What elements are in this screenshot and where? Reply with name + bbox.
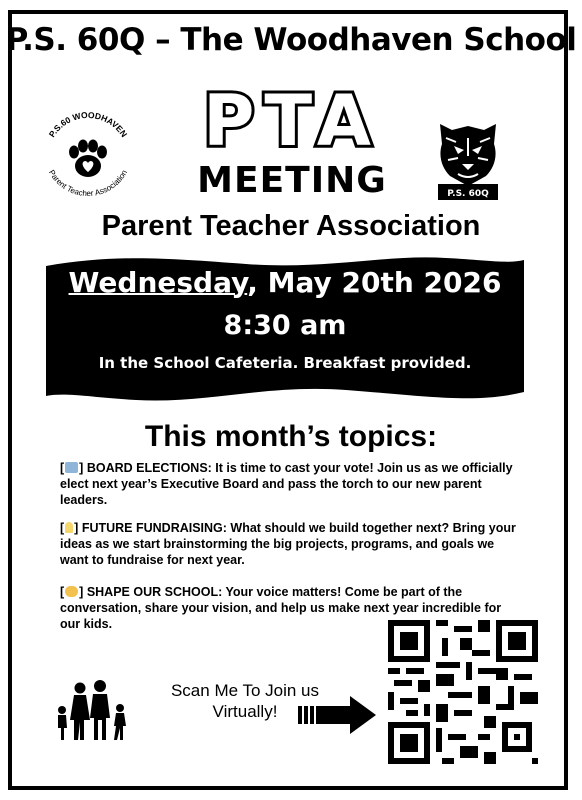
- topic-board-elections: [60, 460, 516, 508]
- ballot-box-icon: [65, 462, 78, 473]
- bracket-open: [: [60, 585, 65, 599]
- bracket-open: [: [60, 521, 65, 535]
- topics-heading: This month’s topics:: [144, 420, 438, 453]
- meeting-heading: MEETING: [197, 160, 387, 201]
- seal-text-top: P.S.60 WOODHAVEN: [46, 109, 130, 139]
- association-subtitle: Parent Teacher Association: [101, 210, 481, 242]
- tiger-logo-icon: [432, 116, 504, 202]
- bracket-open: [: [60, 461, 65, 475]
- bracket-close: ]: [74, 521, 79, 535]
- pta-seal-logo: [34, 108, 142, 198]
- right-arrow-icon: [296, 694, 378, 736]
- event-day: Wednesday: [68, 266, 248, 299]
- light-bulb-icon: [65, 522, 73, 533]
- family-silhouette-icon: [50, 680, 132, 742]
- event-time: 8:30 am: [223, 310, 347, 341]
- join-line-1: Scan Me To Join us: [170, 681, 320, 700]
- bracket-close: ]: [79, 585, 84, 599]
- event-date-rest: , May 20th 2026: [247, 266, 502, 299]
- topic-text: FUTURE FUNDRAISING: What should we build together next? Bring your ideas as we start brainstorming the big projects, programs, and goals we want to fundraise for next year.: [60, 521, 516, 567]
- seal-text-bottom: Parent Teacher Association: [46, 168, 130, 198]
- qr-code-icon[interactable]: [388, 620, 538, 764]
- topic-text: SHAPE OUR SCHOOL: Your voice matters! Come be part of the conversation, share your vision, and help us make next year incredible for our kids.: [60, 585, 502, 631]
- event-banner: [46, 254, 524, 404]
- bracket-close: ]: [79, 461, 84, 475]
- event-date: [46, 266, 524, 299]
- event-location: In the School Cafeteria. Breakfast provided.: [98, 354, 472, 372]
- paw-print-icon: [69, 140, 107, 178]
- tiger-label: P.S. 60Q: [447, 189, 489, 199]
- topic-text: BOARD ELECTIONS: It is time to cast your vote! Join us as we officially elect next year’s Executive Board and pass the torch to our new parent leaders.: [60, 461, 513, 507]
- pta-heading: PTA: [203, 80, 381, 162]
- join-line-2: Virtually!: [212, 702, 278, 721]
- handshake-icon: [65, 586, 78, 597]
- school-title: P.S. 60Q – The Woodhaven School: [5, 22, 577, 58]
- topic-future-fundraising: [60, 520, 516, 568]
